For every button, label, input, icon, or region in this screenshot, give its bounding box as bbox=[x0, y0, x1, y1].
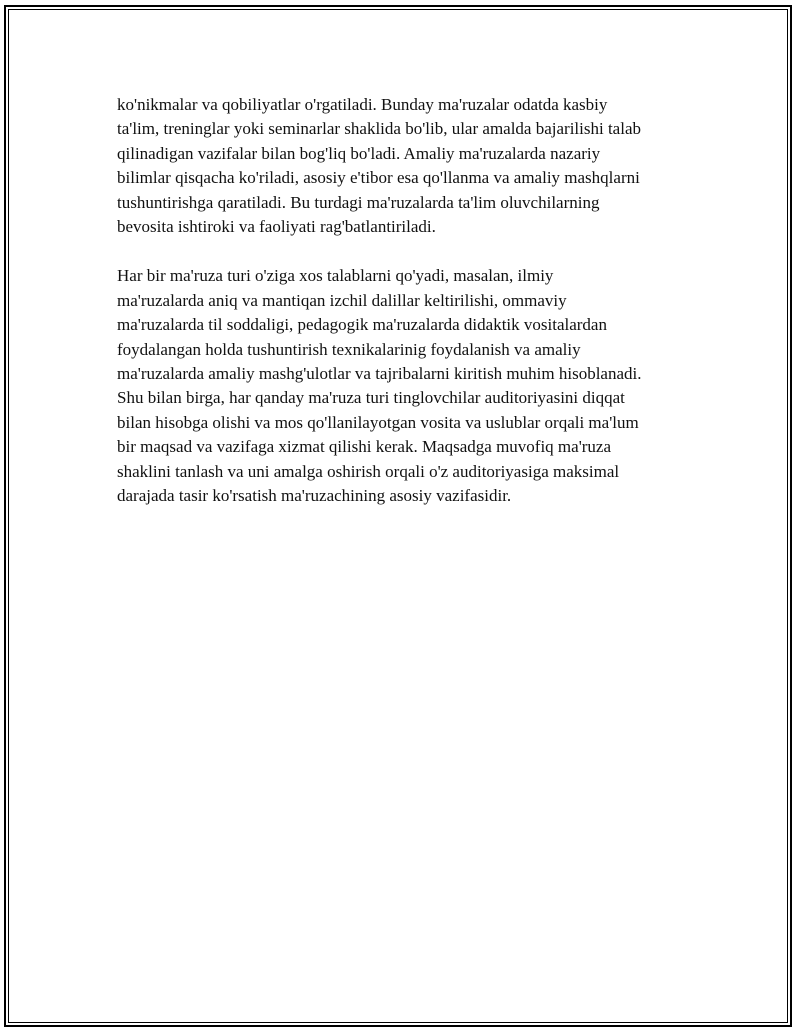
text-line: bilan hisobga olishi va mos qo'llanilayotgan vosita va uslublar orqali ma'lum bbox=[117, 412, 639, 432]
text-line: foydalangan holda tushuntirish texnikalarinig foydalanish va amaliy bbox=[117, 339, 581, 359]
text-line: bilimlar qisqacha ko'riladi, asosiy e'tibor esa qo'llanma va amaliy mashqlarni bbox=[117, 168, 640, 188]
text-line: ko'nikmalar va qobiliyatlar o'rgatiladi. Bunday ma'ruzalar odatda kasbiy bbox=[117, 95, 608, 114]
text-line: ma'ruzalarda amaliy mashg'ulotlar va tajribalarni kiritish muhim hisoblanadi. bbox=[117, 364, 642, 384]
text-line: darajada tasir ko'rsatish ma'ruzachining asosiy vazifasidir. bbox=[117, 486, 512, 506]
text-line: tushuntirishga qaratiladi. Bu turdagi ma'ruzalarda ta'lim oluvchilarning bbox=[117, 192, 600, 212]
text-line: ta'lim, treninglar yoki seminarlar shaklida bo'lib, ular amalda bajarilishi talab bbox=[117, 119, 641, 139]
text-line: shaklini tanlash va uni amalga oshirish orqali o'z auditoriyasiga maksimal bbox=[117, 461, 620, 481]
text-line: Har bir ma'ruza turi o'ziga xos talablarni qo'yadi, masalan, ilmiy bbox=[117, 266, 554, 286]
paragraph-2 bbox=[117, 264, 697, 508]
text-line: Shu bilan birga, har qanday ma'ruza turi tinglovchilar auditoriyasini diqqat bbox=[117, 388, 625, 408]
text-line: bevosita ishtiroki va faoliyati rag'batlantiriladi. bbox=[117, 217, 436, 237]
document-body bbox=[117, 93, 697, 534]
text-line: ma'ruzalarda aniq va mantiqan izchil dalillar keltirilishi, ommaviy bbox=[117, 290, 567, 310]
text-line: qilinadigan vazifalar bilan bog'liq bo'ladi. Amaliy ma'ruzalarda nazariy bbox=[117, 143, 601, 163]
text-line: bir maqsad va vazifaga xizmat qilishi kerak. Maqsadga muvofiq ma'ruza bbox=[117, 437, 612, 457]
paragraph-1 bbox=[117, 93, 697, 239]
text-line: ma'ruzalarda til soddaligi, pedagogik ma'ruzalarda didaktik vositalardan bbox=[117, 315, 607, 335]
